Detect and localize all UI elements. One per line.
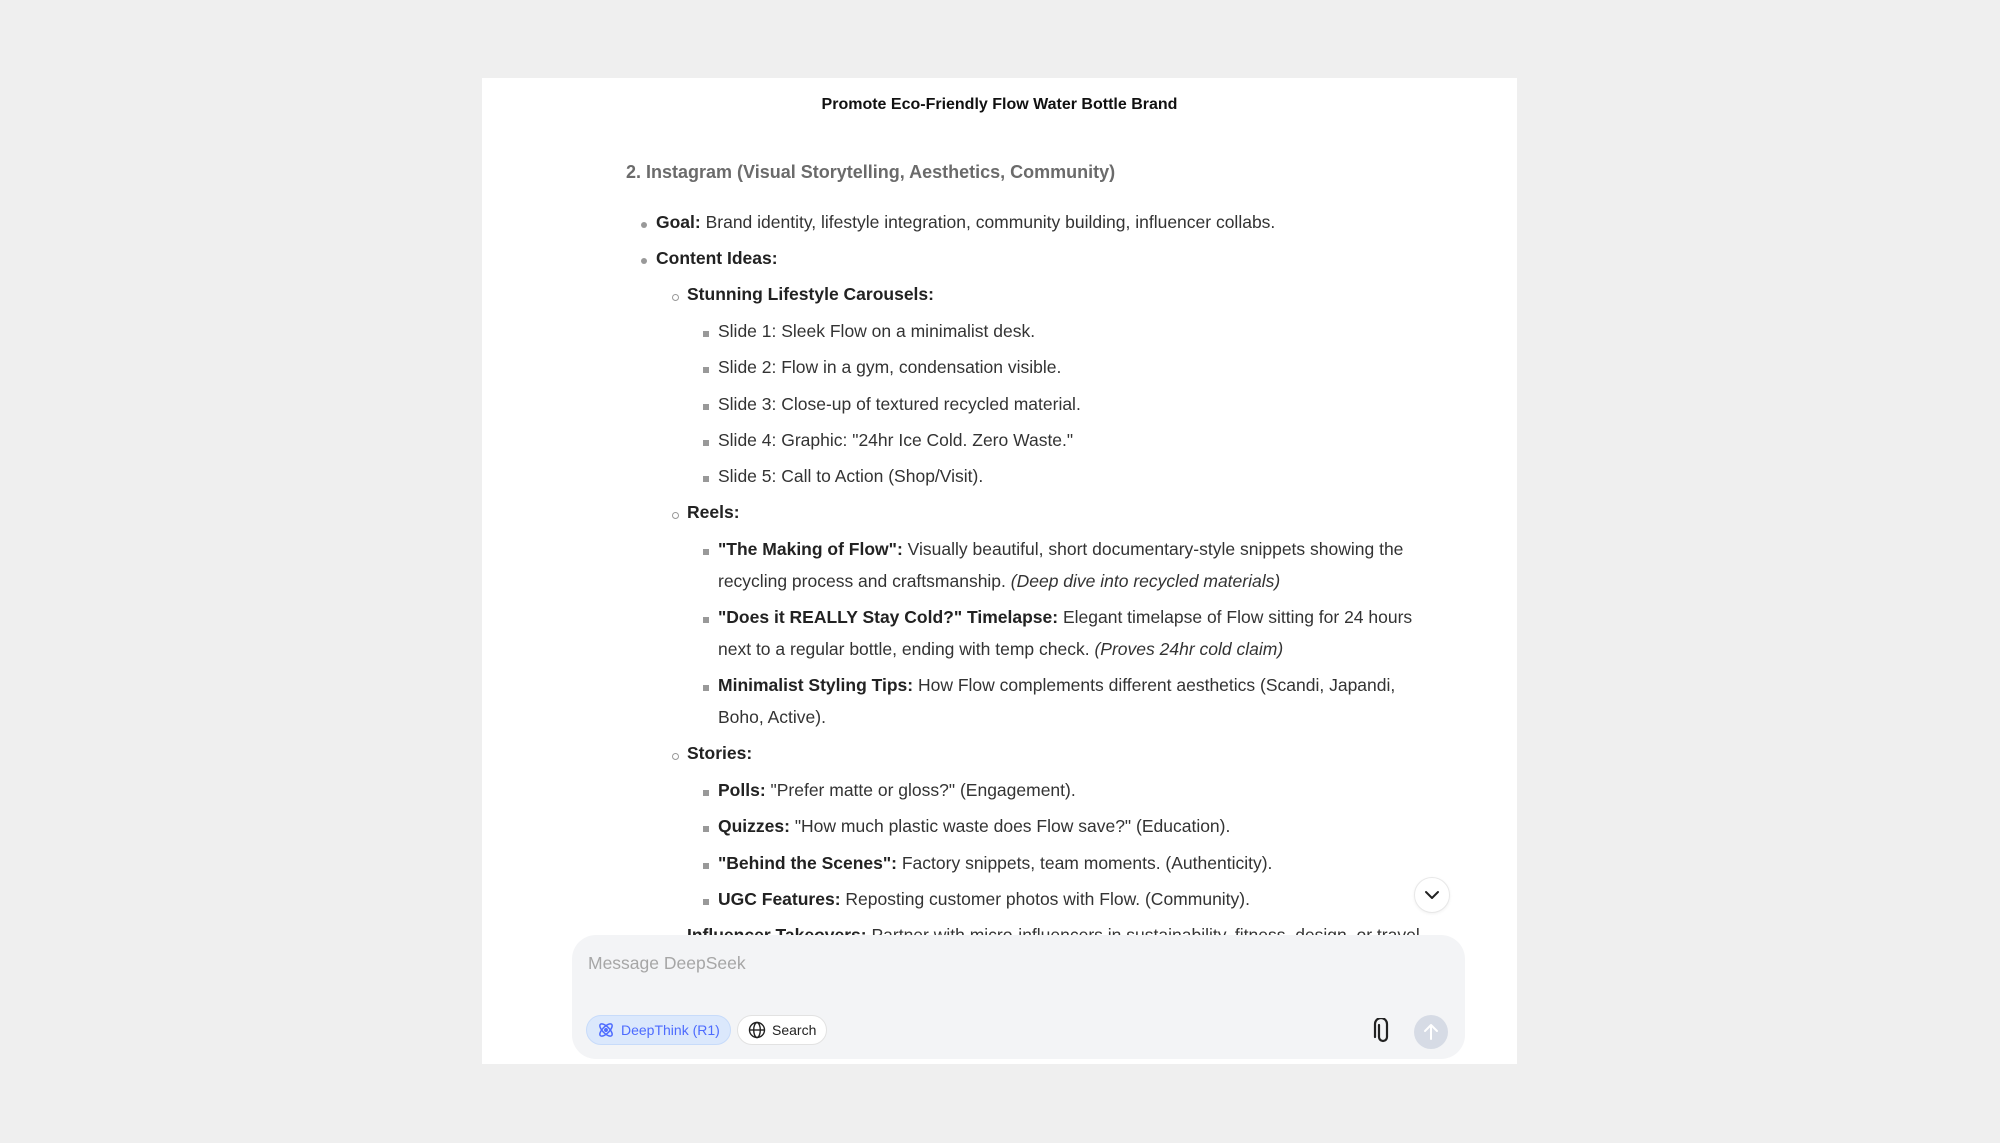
reel-text: Elegant timelapse of Flow sitting for 24 hours <box>1058 607 1413 627</box>
stories-line <box>687 737 752 769</box>
section-heading: 2. Instagram (Visual Storytelling, Aesthetics, Community) <box>626 162 1116 182</box>
reel-item-line2 <box>718 565 1280 597</box>
reel-item-line1 <box>718 533 1403 565</box>
reel-text: How Flow complements different aesthetics (Scandi, Japandi, <box>913 675 1396 695</box>
reel-text: next to a regular bottle, ending with temp check. <box>718 639 1095 659</box>
globe-icon <box>748 1021 766 1039</box>
atom-icon <box>597 1021 615 1039</box>
reel-text: Visually beautiful, short documentary-style snippets showing the <box>902 539 1404 559</box>
story-text: "How much plastic waste does Flow save?" (Education). <box>789 816 1231 836</box>
bullet-square <box>703 404 709 410</box>
chat-title: Promote Eco-Friendly Flow Water Bottle Brand <box>821 96 1178 113</box>
send-button[interactable] <box>1414 1015 1448 1049</box>
story-text: Factory snippets, team moments. (Authenticity). <box>897 853 1273 873</box>
reel-item-line2 <box>718 633 1283 665</box>
goal-label: Goal: <box>656 212 701 232</box>
slide-item: Slide 2: Flow in a gym, condensation visible. <box>718 357 1062 377</box>
message-composer <box>572 935 1465 1059</box>
reel-text: Boho, Active). <box>718 707 826 727</box>
story-title: Quizzes: <box>718 816 790 836</box>
carousels-label: Stunning Lifestyle Carousels: <box>687 284 934 304</box>
bullet-square <box>703 331 709 337</box>
message-input[interactable]: Message DeepSeek <box>588 953 746 973</box>
bullet-square <box>703 826 709 832</box>
reel-title: "Does it REALLY Stay Cold?" Timelapse: <box>718 607 1059 627</box>
reel-title: "The Making of Flow": <box>718 539 903 559</box>
bullet-circle <box>672 512 679 519</box>
reel-title: Minimalist Styling Tips: <box>718 675 914 695</box>
story-item <box>718 883 1250 915</box>
story-text: "Prefer matte or gloss?" (Engagement). <box>765 780 1076 800</box>
search-button[interactable] <box>737 1015 827 1045</box>
bullet-dot <box>641 222 647 228</box>
reel-item-line1 <box>718 669 1395 701</box>
bullet-circle <box>672 294 679 301</box>
bullet-square <box>703 476 709 482</box>
paperclip-icon[interactable] <box>1370 1018 1396 1046</box>
slide-item: Slide 1: Sleek Flow on a minimalist desk. <box>718 321 1036 341</box>
chat-panel <box>482 78 1517 1064</box>
reel-note: (Proves 24hr cold claim) <box>1094 639 1284 659</box>
story-item <box>718 774 1076 806</box>
stories-label: Stories: <box>687 743 753 763</box>
story-title: "Behind the Scenes": <box>718 853 897 873</box>
content-ideas-line <box>656 242 778 274</box>
content-ideas-label: Content Ideas: <box>656 248 778 268</box>
arrow-up-icon <box>1423 1023 1439 1041</box>
bullet-square <box>703 367 709 373</box>
deepthink-button[interactable] <box>586 1015 731 1045</box>
reel-item-line1 <box>718 601 1412 633</box>
message-content[interactable] <box>482 140 1517 1010</box>
story-text: Reposting customer photos with Flow. (Community). <box>840 889 1250 909</box>
story-title: UGC Features: <box>718 889 841 909</box>
chevron-down-icon <box>1424 890 1440 900</box>
story-item <box>718 810 1230 842</box>
bullet-square <box>703 440 709 446</box>
reel-note: (Deep dive into recycled materials) <box>1010 571 1281 591</box>
reel-item-line2 <box>718 701 826 733</box>
reels-line <box>687 496 740 528</box>
slide-item: Slide 5: Call to Action (Shop/Visit). <box>718 466 984 486</box>
carousels-line <box>687 278 934 310</box>
goal-line <box>656 206 1275 238</box>
reel-text: recycling process and craftsmanship. <box>718 571 1011 591</box>
story-item <box>718 847 1272 879</box>
deepthink-label: DeepThink (R1) <box>621 1022 720 1038</box>
goal-text: Brand identity, lifestyle integration, community building, influencer collabs. <box>700 212 1276 232</box>
bullet-square <box>703 899 709 905</box>
slide-item: Slide 4: Graphic: "24hr Ice Cold. Zero Waste." <box>718 430 1074 450</box>
reels-label: Reels: <box>687 502 740 522</box>
bullet-square <box>703 863 709 869</box>
bullet-square <box>703 790 709 796</box>
search-label: Search <box>772 1022 817 1038</box>
bullet-square <box>703 617 709 623</box>
story-title: Polls: <box>718 780 766 800</box>
bullet-circle <box>672 753 679 760</box>
bullet-square <box>703 549 709 555</box>
bullet-dot <box>641 258 647 264</box>
slide-item: Slide 3: Close-up of textured recycled material. <box>718 394 1081 414</box>
scroll-to-bottom-button[interactable] <box>1414 877 1450 913</box>
bullet-square <box>703 685 709 691</box>
